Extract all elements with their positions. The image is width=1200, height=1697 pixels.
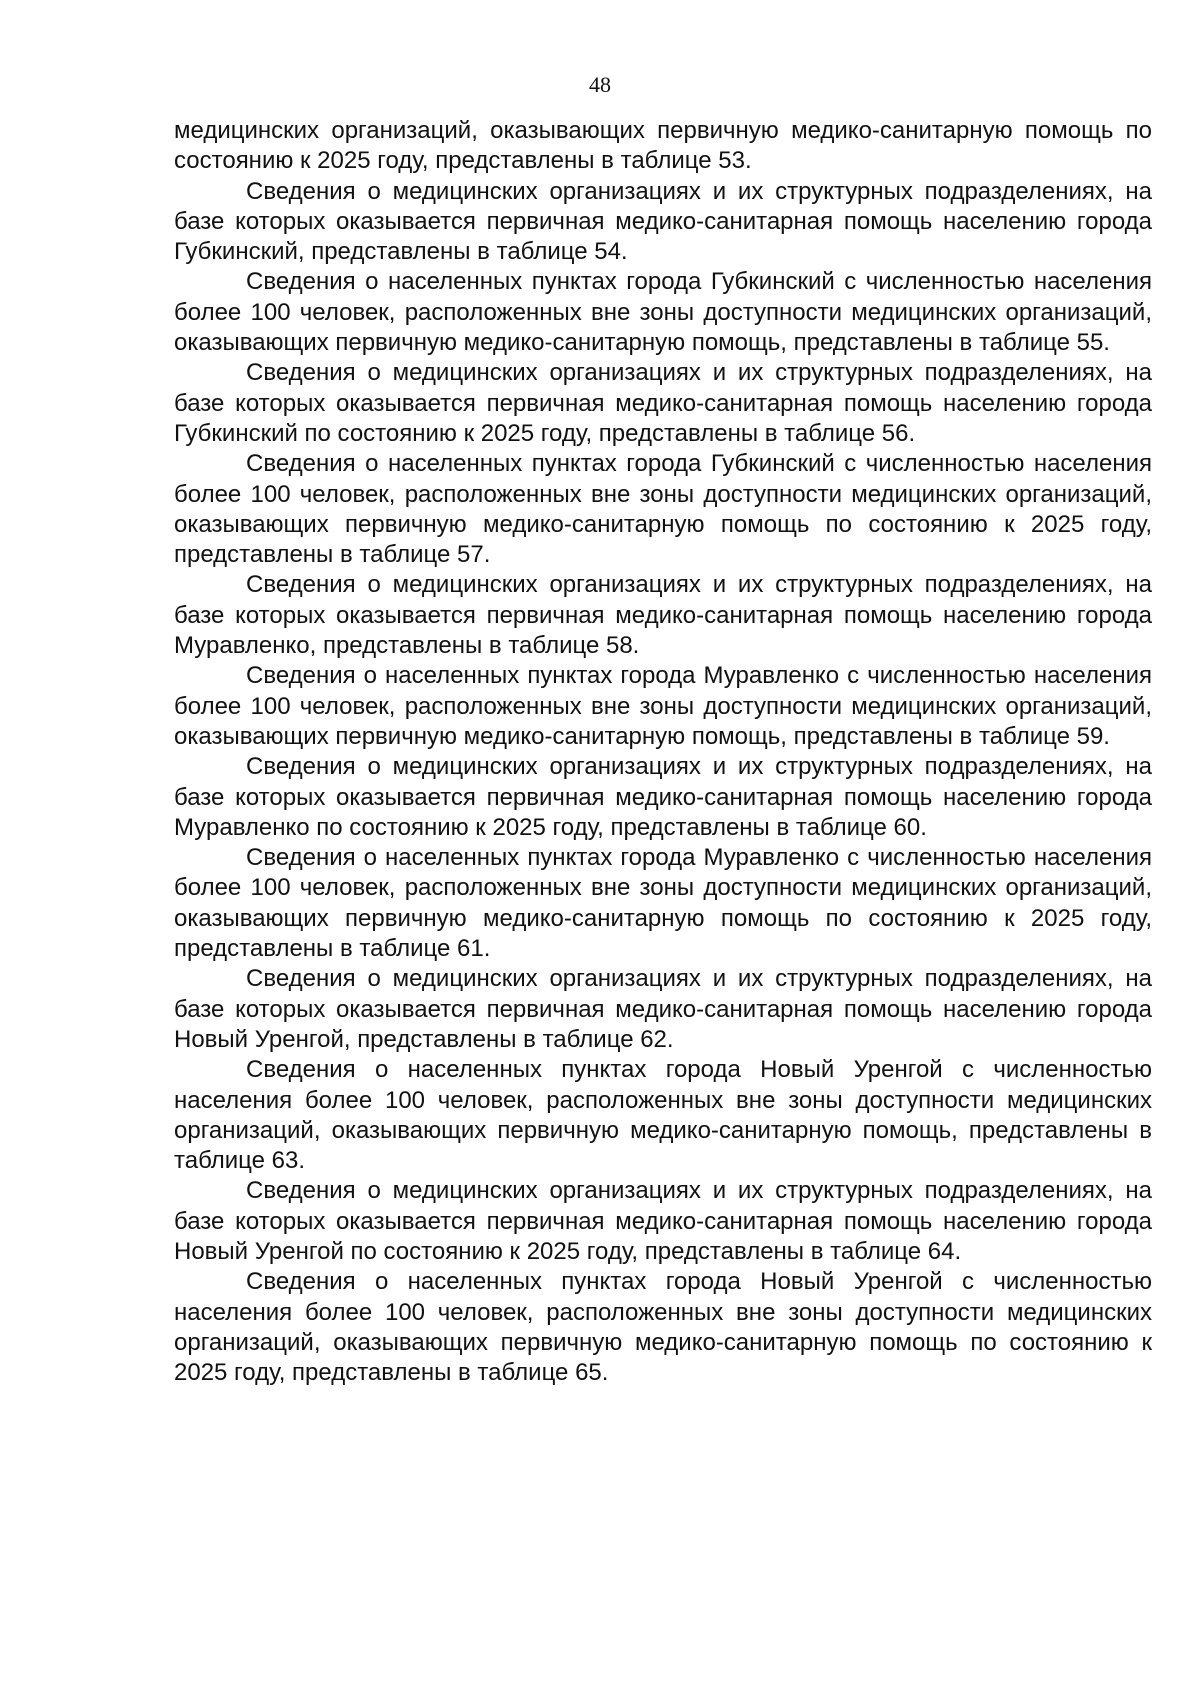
paragraph-8: Сведения о медицинских организациях и их структурных подразделениях, на базе которых оказывается первичная медико-санитарная помощь населению города Муравленко по состоянию к 2025 году, представлены в таблице 60. [174, 753, 1152, 841]
paragraph-1: медицинских организаций, оказывающих первичную медико-санитарную помощь по состоянию к 2025 году, представлены в таблице 53. [174, 117, 1152, 175]
paragraph-9: Сведения о населенных пунктах города Муравленко с численностью населения более 100 человек, расположенных вне зоны доступности медицинских организаций, оказывающих первичную медико-санитарную помощь по состоянию к 2025 году, представлены в таблице 61. [174, 844, 1152, 963]
paragraph-10: Сведения о медицинских организациях и их структурных подразделениях, на базе которых оказывается первичная медико-санитарная помощь населению города Новый Уренгой, представлены в таблице 62. [174, 965, 1152, 1053]
paragraph-6: Сведения о медицинских организациях и их структурных подразделениях, на базе которых оказывается первичная медико-санитарная помощь населению города Муравленко, представлены в таблице 58. [174, 571, 1152, 660]
page-number: 48 [589, 72, 611, 97]
paragraph-7: Сведения о населенных пунктах города Муравленко с численностью населения более 100 человек, расположенных вне зоны доступности медицинских организаций, оказывающих первичную медико-санитарную помощь, представлены в таблице 59. [174, 662, 1152, 750]
paragraph-3: Сведения о населенных пунктах города Губкинский с численностью населения более 100 человек, расположенных вне зоны доступности медицинских организаций, оказывающих первичную медико-санитарную помощь, представлены в таблице 55. [174, 268, 1152, 357]
paragraph-11: Сведения о населенных пунктах города Новый Уренгой с численностью населения более 100 человек, расположенных вне зоны доступности медицинских организаций, оказывающих первичную медико-санитарную помощь, представлены в таблице 63. [174, 1056, 1152, 1175]
paragraph-2: Сведения о медицинских организациях и их структурных подразделениях, на базе которых оказывается первичная медико-санитарная помощь населению города Губкинский, представлены в таблице 54. [174, 177, 1152, 266]
paragraph-13: Сведения о населенных пунктах города Новый Уренгой с численностью населения более 100 человек, расположенных вне зоны доступности медицинских организаций, оказывающих первичную медико-санитарную помощь по состоянию к 2025 году, представлены в таблице 65. [174, 1268, 1152, 1387]
document-body [174, 116, 1152, 1388]
paragraph-5: Сведения о населенных пунктах города Губкинский с численностью населения более 100 человек, расположенных вне зоны доступности медицинских организаций, оказывающих первичную медико-санитарную помощь по состоянию к 2025 году, представлены в таблице 57. [174, 450, 1152, 569]
paragraph-12: Сведения о медицинских организациях и их структурных подразделениях, на базе которых оказывается первичная медико-санитарная помощь населению города Новый Уренгой по состоянию к 2025 году, представлены в таблице 64. [174, 1177, 1152, 1265]
paragraph-4: Сведения о медицинских организациях и их структурных подразделениях, на базе которых оказывается первичная медико-санитарная помощь населению города Губкинский по состоянию к 2025 году, представлены в таблице 56. [174, 359, 1152, 447]
